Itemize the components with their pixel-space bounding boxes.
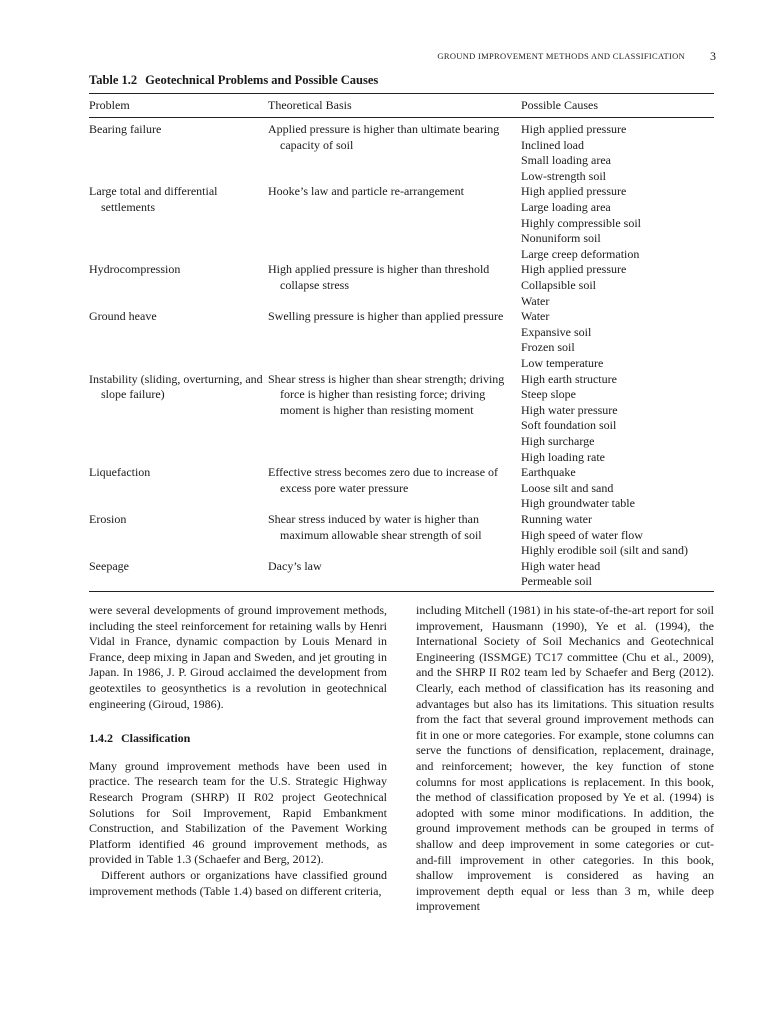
cause-item: Large loading area — [521, 199, 611, 214]
causes-cell — [521, 184, 716, 262]
cause-item: High speed of water flow — [521, 527, 643, 542]
cause-item: High applied pressure — [521, 184, 627, 199]
basis-cell: Hooke’s law and particle re-arrangement — [268, 184, 464, 199]
problem-cell: Large total and differential settlements — [89, 184, 218, 214]
problem-cell: Hydrocompression — [89, 262, 181, 277]
page-number: 3 — [710, 49, 716, 63]
cause-item: Large creep deformation — [521, 246, 640, 261]
problem-cell: Seepage — [89, 558, 129, 573]
causes-cell — [521, 512, 716, 559]
cause-item: Collapsible soil — [521, 277, 596, 292]
causes-cell — [521, 262, 716, 309]
cause-item: High loading rate — [521, 449, 605, 464]
basis-cell: Shear stress induced by water is higher than maximum allowable shear strength of soil — [268, 512, 482, 542]
cause-item: High earth structure — [521, 371, 617, 386]
running-title: GROUND IMPROVEMENT METHODS AND CLASSIFICATION — [437, 51, 685, 61]
section-heading — [89, 731, 387, 747]
cause-item: Expansive soil — [521, 324, 592, 339]
causes-cell — [521, 309, 716, 371]
cause-item: Inclined load — [521, 137, 584, 152]
cause-item: Running water — [521, 512, 592, 526]
causes-cell — [521, 372, 716, 466]
problem-cell: Erosion — [89, 512, 127, 526]
basis-cell: Effective stress becomes zero due to increase of excess pore water pressure — [268, 465, 499, 495]
table-caption-title: Geotechnical Problems and Possible Causes — [145, 73, 379, 87]
table-caption-number: Table 1.2 — [89, 73, 138, 87]
cause-item: Low temperature — [521, 355, 604, 370]
column-header-basis: Theoretical Basis — [268, 98, 352, 112]
table-caption — [89, 73, 378, 88]
running-head — [0, 51, 768, 65]
cause-item: Nonuniform soil — [521, 231, 601, 246]
section-title: Classification — [121, 731, 191, 746]
column-header-causes: Possible Causes — [521, 98, 599, 112]
cause-item: High applied pressure — [521, 262, 627, 277]
cause-item: Small loading area — [521, 153, 611, 168]
column-header-problem: Problem — [89, 98, 130, 112]
cause-item: High water head — [521, 558, 601, 573]
cause-item: Earthquake — [521, 465, 576, 480]
left-text-column — [89, 603, 387, 899]
basis-cell: High applied pressure is higher than threshold collapse stress — [268, 262, 490, 292]
body-paragraph: were several developments of ground improvement methods, including the steel reinforcement for retaining walls by Henri Vidal in France, dynamic compaction by Louis Menard in France, deep mixing in Japan and Sweden, and jet grouting in Japan. In 1986, J. P. Giroud acclaimed the development from geotextiles to geosynthetics is a revolution in geotechnical engineering (Giroud, 1986). — [89, 603, 387, 711]
table-top-rule — [89, 93, 714, 94]
causes-cell — [521, 559, 716, 590]
problem-cell: Bearing failure — [89, 122, 162, 136]
cause-item: High applied pressure — [521, 122, 627, 136]
cause-item: Highly compressible soil — [521, 215, 641, 230]
table-bottom-rule — [89, 591, 714, 592]
table-header-rule — [89, 117, 714, 118]
problem-cell: Liquefaction — [89, 465, 151, 480]
cause-item: Loose silt and sand — [521, 480, 614, 495]
basis-cell: Dacy’s law — [268, 558, 322, 573]
cause-item: Steep slope — [521, 387, 576, 402]
cause-item: Permeable soil — [521, 574, 592, 589]
body-paragraph: including Mitchell (1981) in his state-of-the-art report for soil improvement, Hausmann (1990), Ye et al. (1994), the International Society of Soil Mechanics and Geotechnical Engineering (ISSMGE) TC17 committee (Chu et al., 2009), and the SHRP II R02 team led by Schaefer and Berg (2012). Clearly, each method of classification has its reasoning and advantages but also has its limitations. This situation results from the fact that several ground improvement methods can fit in one or more categories. For example, stone columns can serve the functions of densification, replacement, drainage, and reinforcement; however, the key function of stone columns for most applications is replacement. In this book, the method of classification proposed by Ye et al. (1994) is adopted with some minor modifications. In addition, the ground improvement methods can be grouped in terms of shallow and deep improvement in some categories or cut-and-fill improvement in other categories. In this book, shallow improvement is considered as having an improvement depth equal or less than 3 m, while deep improvement — [416, 603, 714, 914]
cause-item: Highly erodible soil (silt and sand) — [521, 543, 688, 558]
body-paragraph: Many ground improvement methods have been used in practice. The research team for the U.S. Strategic Highway Research Program (SHRP) II R02 project Geotechnical Solutions for Soil Improvement, Rapid Embankment Construction, and Stabilization of the Pavement Working Platform identified 46 ground improvement methods, as provided in Table 1.3 (Schaefer and Berg, 2012). — [89, 758, 387, 867]
body-paragraph: Different authors or organizations have classified ground improvement methods (Table 1.4) based on different criteria, — [89, 867, 387, 898]
cause-item: High water pressure — [521, 402, 618, 417]
cause-item: Frozen soil — [521, 340, 575, 355]
section-number: 1.4.2 — [89, 731, 113, 746]
cause-item: Low-strength soil — [521, 168, 606, 183]
causes-cell — [521, 122, 716, 184]
causes-cell — [521, 465, 716, 512]
basis-cell: Applied pressure is higher than ultimate bearing capacity of soil — [268, 122, 500, 152]
cause-item: High groundwater table — [521, 496, 635, 511]
problem-cell: Instability (sliding, overturning, and slope failure) — [89, 371, 263, 402]
problem-cell: Ground heave — [89, 309, 157, 324]
right-text-column — [416, 603, 714, 915]
cause-item: Water — [521, 309, 550, 324]
cause-item: Water — [521, 293, 550, 308]
cause-item: Soft foundation soil — [521, 418, 617, 433]
basis-cell: Shear stress is higher than shear strength; driving force is higher than resisting force; driving moment is higher than resisting moment — [268, 371, 505, 417]
cause-item: High surcharge — [521, 433, 595, 448]
basis-cell: Swelling pressure is higher than applied pressure — [268, 309, 504, 324]
